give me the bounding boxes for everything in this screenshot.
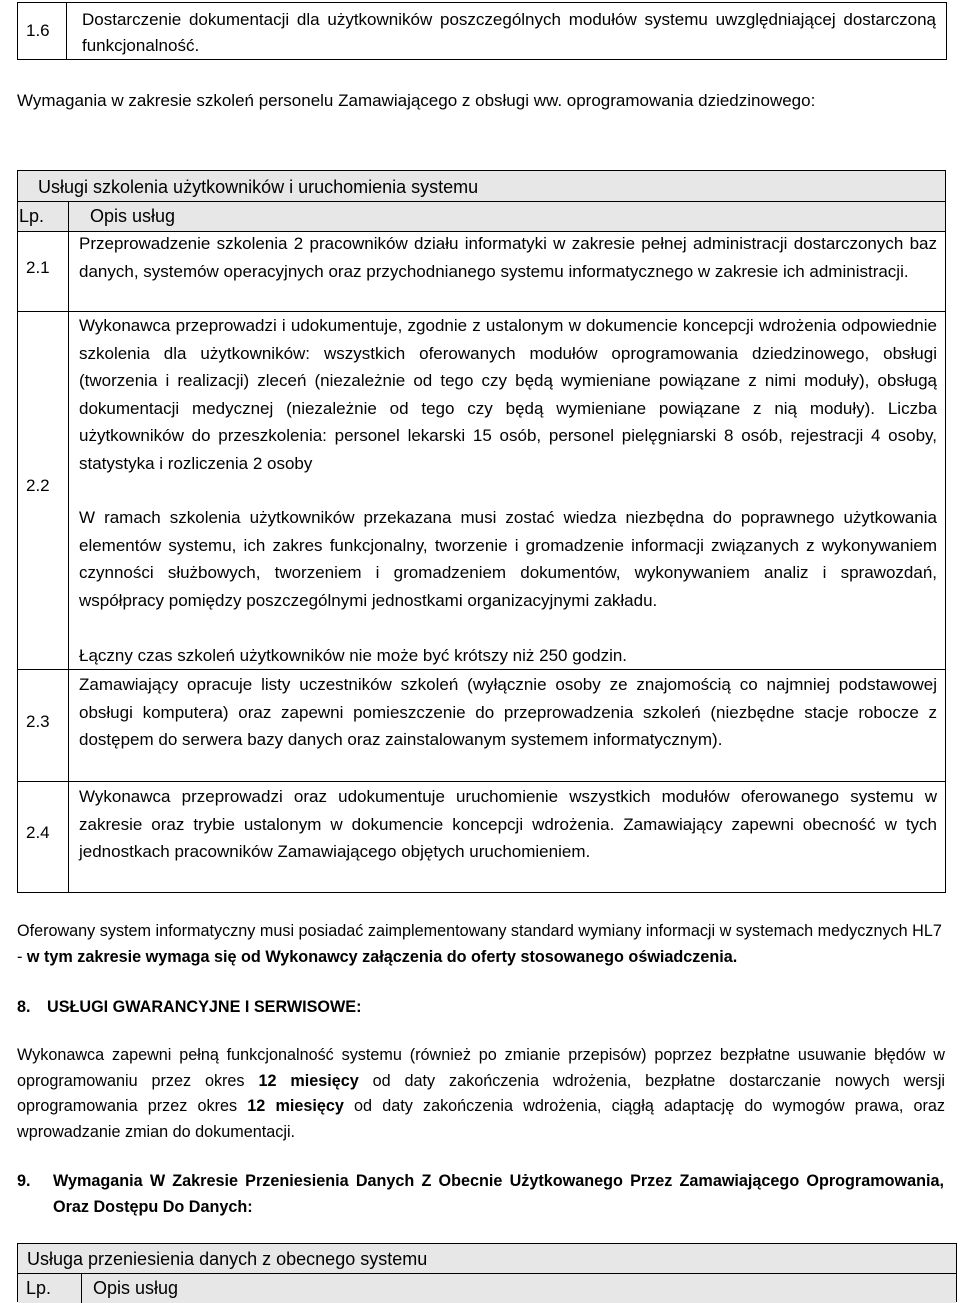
hl7-text: Oferowany system informatyczny musi posiadać zaimplementowany standard wymiany informacji w systemach medycznych HL7 -	[17, 922, 942, 966]
bold-period: 12 miesięcy	[247, 1097, 344, 1115]
column-description: Opis usług	[93, 1278, 179, 1298]
section-title: USŁUGI GWARANCYJNE I SERWISOWE:	[47, 998, 362, 1016]
text-part: od daty zakończenia wdrożenia, bezpłatne dostarczanie nowych wersji oprogramowania przez okres	[17, 1071, 946, 1115]
column-lp: Lp.	[26, 1278, 52, 1298]
row-number: 1.6	[18, 3, 67, 59]
section-9-title: Wymagania W Zakresie Przeniesienia Danych Z Obecnie Użytkowanego Przez Zamawiającego Oprogramowania, Oraz Dostępu Do Danych:	[53, 1172, 944, 1216]
row-number: 2.4	[26, 823, 50, 842]
bold-period: 12 miesięcy	[258, 1071, 359, 1090]
section-9-number: 9.	[17, 1172, 31, 1190]
text-part: Wykonawca zapewni pełną funkcjonalność systemu (również po zmianie przepisów) poprzez bezpłatne usuwanie błędów w oprogramowaniu przez okres	[17, 1046, 945, 1090]
row-description: Przeprowadzenie szkolenia 2 pracowników działu informatyki w zakresie pełnej administracji dostarczonych baz danych, systemów operacyjnych oraz przychodnianego systemu informatycznego w zakresie ich administracji.	[79, 234, 937, 281]
top-table	[17, 2, 947, 60]
row-description-hours: Łączny czas szkoleń użytkowników nie może być krótszy niż 250 godzin.	[79, 646, 628, 665]
section-number: 8.	[17, 998, 31, 1016]
column-lp: Lp.	[19, 206, 45, 226]
row-number: 2.3	[26, 712, 50, 731]
transfer-table	[17, 1243, 957, 1302]
row-description: Wykonawca przeprowadzi i udokumentuje, zgodnie z ustalonym w dokumencie koncepcji wdrożenia odpowiednie szkolenia dla użytkowników: wszystkich oferowanych modułów oprogramowania dziedzinowego, obsługi (tworzenia i realizacji) zleceń (niezależnie od tego czy będą wymieniane powiązane z nimi moduły), obsługą dokumentacji medycznej (niezależnie od tego czy będą wymieniane powiązane z nią moduły). Liczba użytkowników do przeszkolenia: personel lekarski 15 osób, personel pielęgniarski 8 osób, rejestracji 4 osoby, statystyka i rozliczenia 2 osoby	[79, 316, 937, 473]
row-description-continued: W ramach szkolenia użytkowników przekazana musi zostać wiedza niezbędna do poprawnego użytkowania elementów systemu, ich zakres funkcjonalny, tworzenie i gromadzenie informacji związanych z wykonywaniem czynności służbowych, tworzeniem i gromadzeniem dokumentów, wykonywaniem analiz i sprawozdań, współpracy pomiędzy poszczególnymi jednostkami organizacyjnymi zakładu.	[79, 508, 937, 610]
training-heading: Wymagania w zakresie szkoleń personelu Zamawiającego z obsługi ww. oprogramowania dziedzinowego:	[17, 91, 816, 110]
row-description: Dostarczenie dokumentacji dla użytkowników poszczególnych modułów systemu uwzględniającej dostarczoną funkcjonalność.	[82, 10, 936, 55]
hl7-paragraph	[17, 918, 945, 970]
table-title: Usługi szkolenia użytkowników i uruchomienia systemu	[38, 177, 479, 197]
row-description: Zamawiający opracuje listy uczestników szkoleń (wyłącznie osoby ze znajomością co najmniej podstawowej obsługi komputera) oraz zapewni pomieszczenie do przeprowadzenia szkoleń (niezbędne stacje robocze z dostępem do serwera bazy danych oraz zainstalowanym systemem informatycznym).	[79, 675, 937, 749]
text-part: od daty zakończenia wdrożenia, ciągłą adaptację do wymogów prawa, oraz wprowadzanie zmian do dokumentacji.	[17, 1097, 945, 1141]
row-number: 2.1	[26, 258, 50, 277]
column-description: Opis usług	[90, 206, 176, 226]
training-table	[17, 170, 946, 893]
section-8-heading	[17, 994, 362, 1020]
row-number: 2.2	[26, 476, 50, 495]
row-description: Wykonawca przeprowadzi oraz udokumentuje uruchomienie wszystkich modułów oferowanego systemu w zakresie oraz trybie ustalonym w dokumencie koncepcji wdrożenia. Zamawiający zapewni obecność w tych jednostkach pracowników Zamawiającego objętych uruchomieniem.	[79, 787, 937, 861]
section-8-paragraph	[17, 1043, 945, 1145]
hl7-bold-text: w tym zakresie wymaga się od Wykonawcy załączenia do oferty stosowanego oświadczenia.	[26, 948, 738, 966]
table-title: Usługa przeniesienia danych z obecnego systemu	[27, 1249, 428, 1269]
